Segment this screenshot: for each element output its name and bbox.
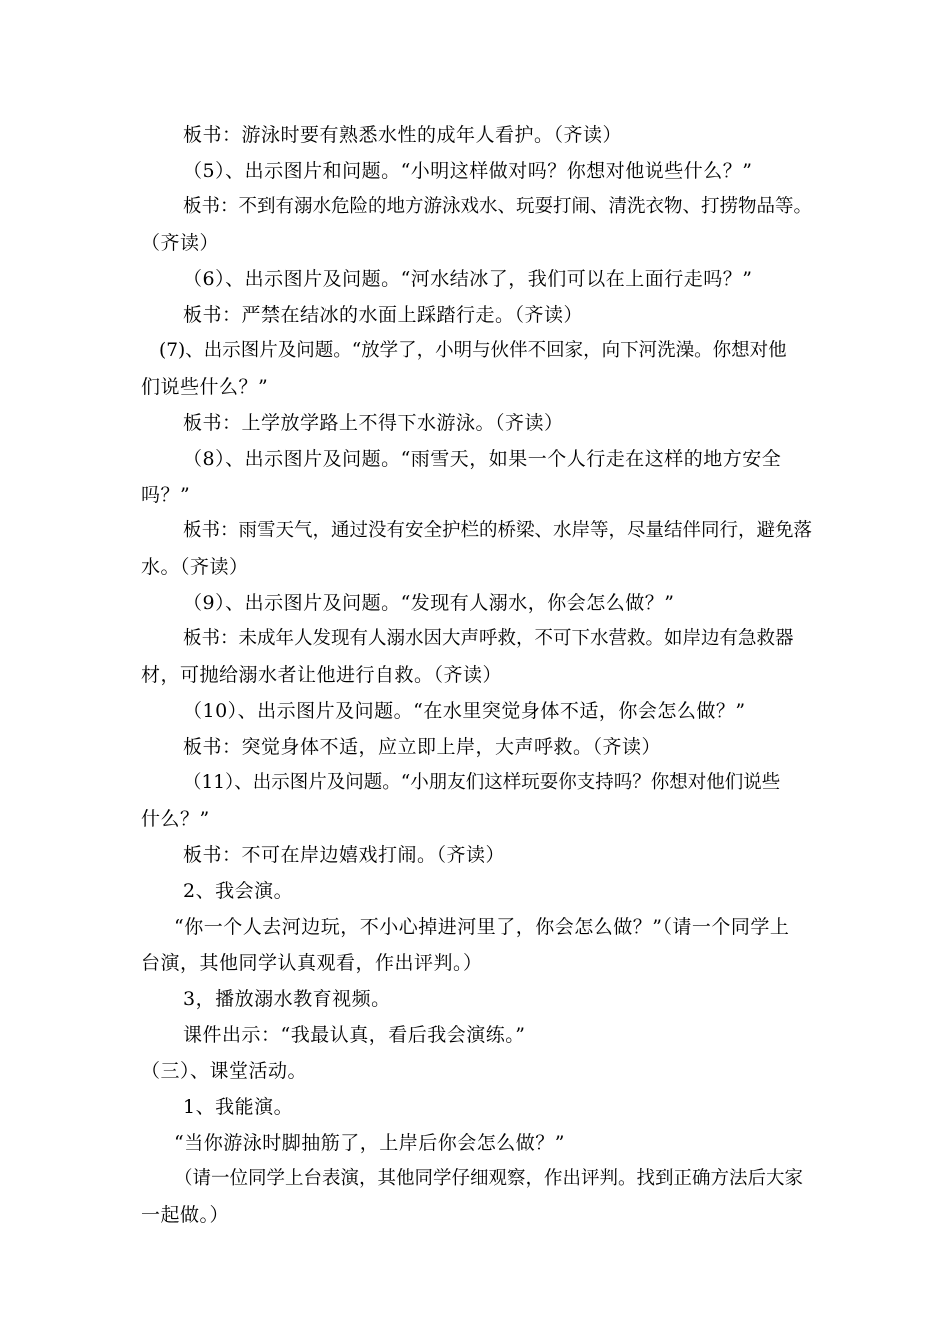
board-note-line-cont: 水。（齐读）: [141, 556, 249, 578]
activity-instruction-cont: 一起做。）: [141, 1204, 230, 1226]
section-heading: 3，播放溺水教育视频。: [183, 988, 391, 1010]
activity-prompt: “当你游泳时脚抽筋了，上岸后你会怎么做？”: [174, 1132, 565, 1154]
section-heading: 2、我会演。: [183, 880, 294, 902]
part-heading: （三）、课堂活动。: [141, 1060, 308, 1082]
role-play-prompt: “你一个人去河边玩，不小心掉进河里了，你会怎么做？”（请一个同学上: [174, 916, 790, 938]
item-6-question: （6）、出示图片及问题。“河水结冰了，我们可以在上面行走吗？”: [183, 268, 753, 290]
item-8-question-cont: 吗？”: [141, 484, 191, 506]
board-note-line: 板书：雨雪天气，通过没有安全护栏的桥梁、水岸等，尽量结伴同行，避免落: [183, 520, 813, 541]
board-note-line-cont: 材，可抛给溺水者让他进行自救。（齐读）: [141, 664, 503, 686]
item-7-question: (7)、出示图片及问题。“放学了，小明与伙伴不回家，向下河洗澡。你想对他: [159, 340, 787, 361]
board-note-line: 板书：游泳时要有熟悉水性的成年人看护。（齐读）: [183, 124, 623, 146]
section-heading: 1、我能演。: [183, 1096, 294, 1118]
item-11-question-cont: 什么？”: [141, 808, 210, 830]
board-note-line: 板书：突觉身体不适，应立即上岸，大声呼救。（齐读）: [183, 736, 662, 758]
board-note-line: 板书：上学放学路上不得下水游泳。（齐读）: [183, 412, 564, 434]
item-8-question: （8）、出示图片及问题。“雨雪天，如果一个人行走在这样的地方安全: [183, 448, 782, 470]
board-note-line: 板书：不可在岸边嬉戏打闹。（齐读）: [183, 844, 506, 866]
item-9-question: （9）、出示图片及问题。“发现有人溺水，你会怎么做？”: [183, 592, 675, 614]
item-7-question-cont: 们说些什么？”: [141, 376, 269, 398]
read-aloud-note: （齐读）: [141, 232, 220, 254]
board-note-line: 板书：严禁在结冰的水面上踩踏行走。（齐读）: [183, 304, 584, 326]
item-5-question: （5）、出示图片和问题。“小明这样做对吗？你想对他说些什么？”: [183, 160, 753, 182]
board-note-line: 板书：不到有溺水危险的地方游泳戏水、玩耍打闹、清洗衣物、打捞物品等。: [183, 196, 813, 217]
courseware-note: 课件出示：“我最认真，看后我会演练。”: [183, 1024, 526, 1046]
role-play-prompt-cont: 台演，其他同学认真观看，作出评判。）: [141, 952, 483, 974]
item-11-question: （11）、出示图片及问题。“小朋友们这样玩耍你支持吗？你想对他们说些: [183, 772, 781, 793]
activity-instruction: （请一位同学上台表演，其他同学仔细观察，作出评判。找到正确方法后大家: [174, 1168, 804, 1189]
item-10-question: （10）、出示图片及问题。“在水里突觉身体不适，你会怎么做？”: [183, 700, 746, 722]
board-note-line: 板书：未成年人发现有人溺水因大声呼救，不可下水营救。如岸边有急救器: [183, 628, 794, 649]
